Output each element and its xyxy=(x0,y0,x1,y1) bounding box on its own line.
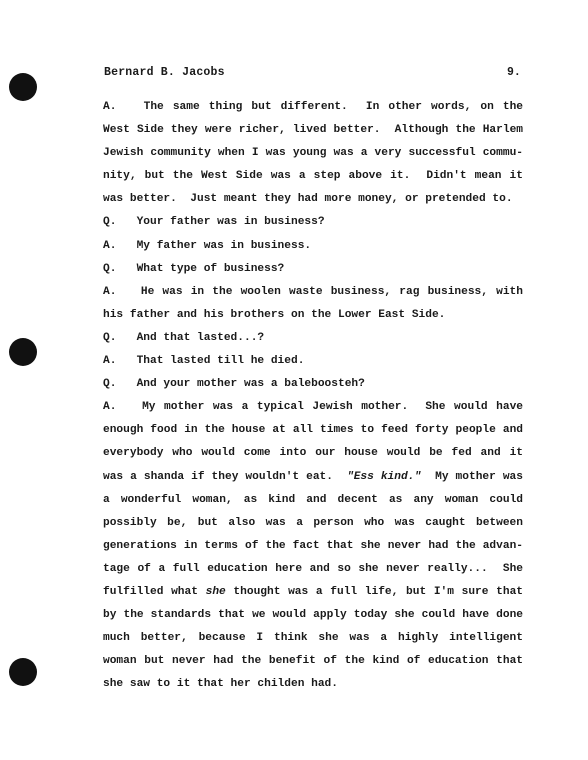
transcript-line: possibly be, but also was a person who was caught between xyxy=(103,516,523,529)
transcript-line: his father and his brothers on the Lower East Side. xyxy=(103,308,446,321)
transcript-line: A. My mother was a typical Jewish mother. She would have xyxy=(103,401,523,414)
transcript-body xyxy=(103,99,523,699)
transcript-line: enough food in the house at all times to feed forty people and xyxy=(103,424,523,437)
transcript-line: was a shanda if they wouldn't eat. "Ess kind." My mother was xyxy=(103,470,523,483)
binder-hole-top xyxy=(9,73,37,101)
transcript-line: she saw to it that her childen had. xyxy=(103,678,338,691)
transcript-line: Jewish community when I was young was a very successful commu- xyxy=(103,147,523,160)
transcript-line: was better. Just meant they had more money, or pretended to. xyxy=(103,193,513,206)
transcript-line: by the standards that we would apply today she could have done xyxy=(103,609,523,622)
transcript-line: Q. What type of business? xyxy=(103,262,285,275)
page-header-name: Bernard B. Jacobs xyxy=(104,66,225,79)
binder-hole-middle xyxy=(9,338,37,366)
transcript-line: West Side they were richer, lived better. Although the Harlem xyxy=(103,124,523,137)
transcript-line: nity, but the West Side was a step above it. Didn't mean it xyxy=(103,170,523,183)
transcript-line: A. That lasted till he died. xyxy=(103,355,305,368)
transcript-line: A. My father was in business. xyxy=(103,239,312,252)
transcript-line: Q. Your father was in business? xyxy=(103,216,325,229)
transcript-line: tage of a full education here and so she never really... She xyxy=(103,562,523,575)
binder-hole-bottom xyxy=(9,658,37,686)
transcript-line: much better, because I think she was a highly intelligent xyxy=(103,632,523,645)
transcript-line: everybody who would come into our house would be fed and it xyxy=(103,447,523,460)
transcript-line: a wonderful woman, as kind and decent as any woman could xyxy=(103,493,523,506)
transcript-line: generations in terms of the fact that she never had the advan- xyxy=(103,539,523,552)
page-number: 9. xyxy=(507,66,521,79)
transcript-line: fulfilled what she thought was a full life, but I'm sure that xyxy=(103,585,523,598)
transcript-line: woman but never had the benefit of the kind of education that xyxy=(103,655,523,668)
transcript-line: Q. And that lasted...? xyxy=(103,331,265,344)
transcript-line: A. He was in the woolen waste business, rag business, with xyxy=(103,285,523,298)
transcript-line: A. The same thing but different. In other words, on the xyxy=(103,101,523,113)
transcript-line: Q. And your mother was a baleboosteh? xyxy=(103,378,365,391)
